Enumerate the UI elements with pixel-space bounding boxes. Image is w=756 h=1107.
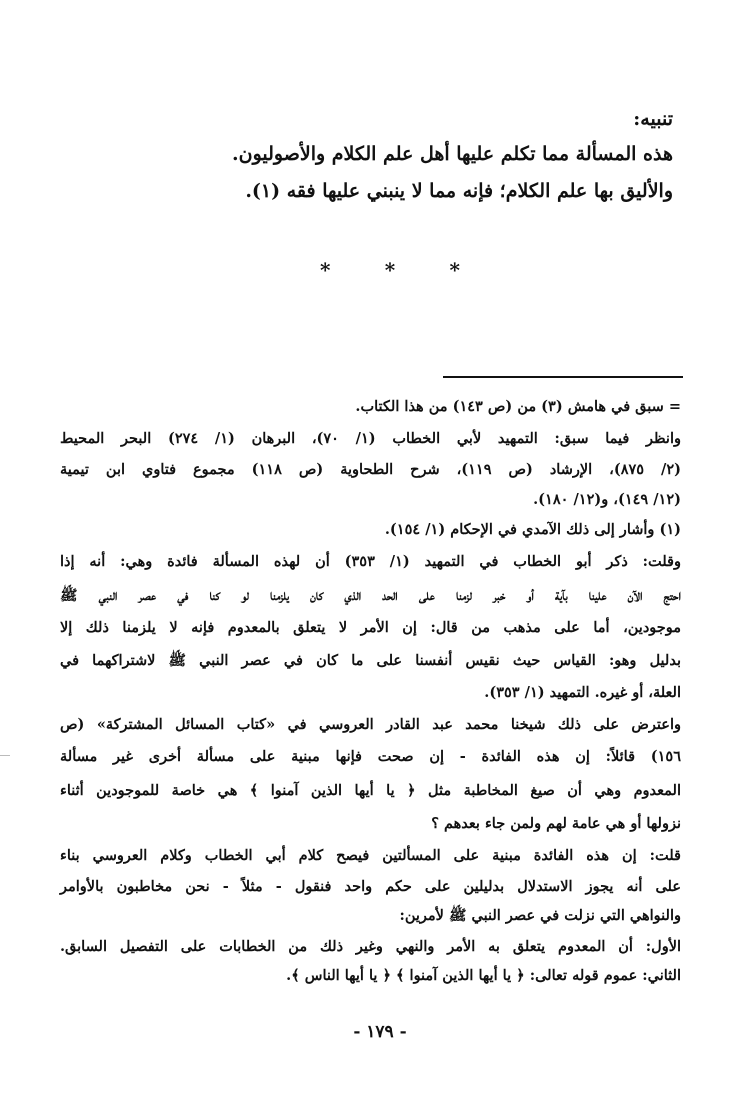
footnote-line: العلة، أو غيره. التمهيد (١/ ٣٥٣). bbox=[484, 684, 681, 701]
footnote-line: (١٢/ ١٤٩)، و(١٢/ ١٨٠). bbox=[533, 491, 681, 508]
margin-mark bbox=[0, 755, 10, 756]
footnote-line: نزولها أو هي عامة لهم ولمن جاء بعدهم ؟ bbox=[431, 815, 681, 832]
footnote-line: (٢/ ٨٧٥)، الإرشاد (ص ١١٩)، شرح الطحاوية (ص ١١٨) مجموع فتاوي ابن تيمية bbox=[60, 461, 681, 478]
footnote-line: قلت: إن هذه الفائدة مبنية على المسألتين فيصح كلام أبي الخطاب وكلام العروسي بناء bbox=[60, 847, 681, 864]
footnote-line: ١٥٦) قائلاً: إن هذه الفائدة - إن صحت فإنها مبنية على مسألة أخرى غير مسألة bbox=[60, 748, 681, 765]
footnote-line: = سبق في هامش (٣) من (ص ١٤٣) من هذا الكتاب. bbox=[355, 398, 681, 415]
footnote-line: وانظر فيما سبق: التمهيد لأبي الخطاب (١/ ٧٠)، البرهان (١/ ٢٧٤) البحر المحيط bbox=[60, 430, 681, 447]
page-number: - ١٧٩ - bbox=[353, 1022, 407, 1042]
footnote-line: (١) وأشار إلى ذلك الآمدي في الإحكام (١/ ١٥٤). bbox=[384, 521, 681, 538]
footnote-line: احتج الآن علينا بآية أو خبر لزمنا على الحد الذي كان يلزمنا لو كنا في عصر النبي ﷺ bbox=[60, 587, 681, 604]
section-separator bbox=[320, 258, 460, 282]
footnote-line: الثاني: عموم قوله تعالى: ﴿ يا أيها الذين آمنوا ﴾ ﴿ يا أيها الناس ﴾. bbox=[286, 967, 681, 984]
footnote-rule bbox=[443, 376, 683, 378]
separator-star: * bbox=[320, 258, 331, 282]
notice-line-1: هذه المسألة مما تكلم عليها أهل علم الكلام والأصوليون. bbox=[232, 143, 673, 165]
separator-star: * bbox=[384, 258, 396, 282]
footnote-line: الأول: أن المعدوم يتعلق به الأمر والنهي وغير ذلك من الخطابات على التفصيل السابق. bbox=[60, 938, 681, 955]
footnote-line: واعترض على ذلك شيخنا محمد عبد القادر العروسي في «كتاب المسائل المشتركة» (ص bbox=[60, 716, 681, 733]
footnote-line: موجودين، أما على مذهب من قال: إن الأمر لا يتعلق بالمعدوم فإنه لا يلزمنا ذلك إلا bbox=[60, 619, 681, 636]
footnote-line: بدليل وهو: القياس حيث نقيس أنفسنا على ما كان في عصر النبي ﷺ لاشتراكهما في bbox=[60, 652, 681, 669]
notice-title: تنبيه: bbox=[633, 108, 673, 130]
footnote-line: وقلت: ذكر أبو الخطاب في التمهيد (١/ ٣٥٣) أن لهذه المسألة فائدة وهي: أنه إذا bbox=[60, 553, 681, 570]
footnote-line: المعدوم وهي أن صيغ المخاطبة مثل ﴿ يا أيها الذين آمنوا ﴾ هي خاصة للموجودين أثناء bbox=[60, 782, 681, 799]
footnote-line: والنواهي التي نزلت في عصر النبي ﷺ لأمرين: bbox=[399, 907, 681, 924]
footnote-line: على أنه يجوز الاستدلال بدليلين على حكم واحد فنقول - مثلاً - نحن مخاطبون بالأوامر bbox=[60, 878, 681, 895]
notice-line-2: والأليق بها علم الكلام؛ فإنه مما لا ينبني عليها فقه (١). bbox=[245, 180, 673, 202]
separator-star: * bbox=[449, 258, 460, 282]
